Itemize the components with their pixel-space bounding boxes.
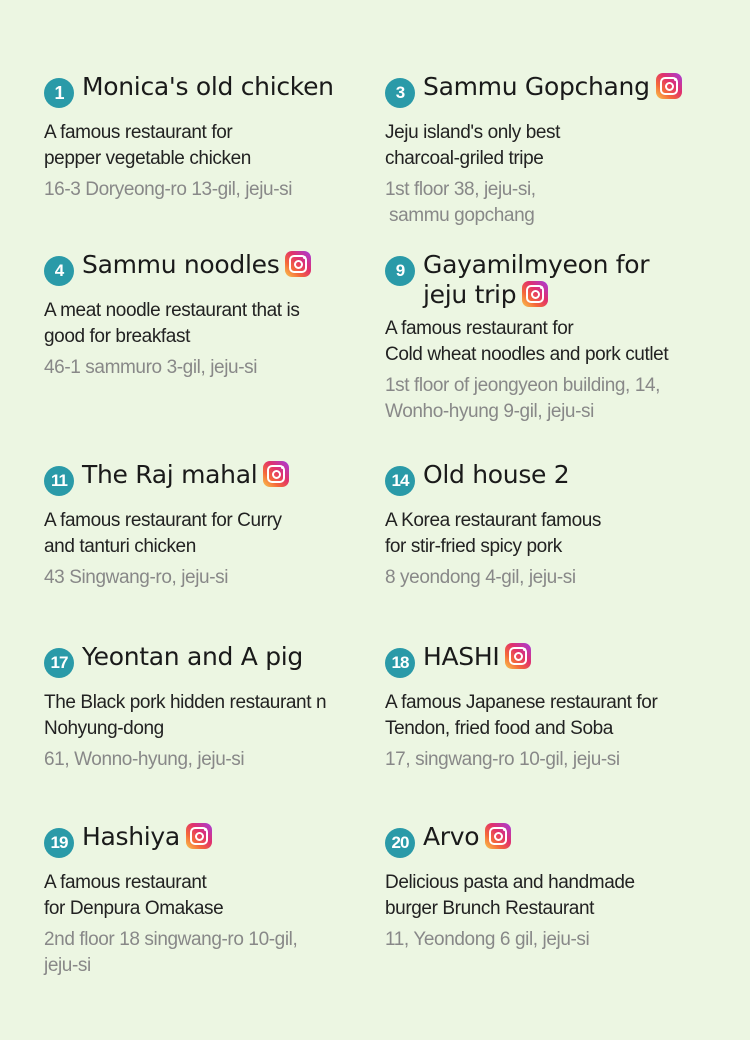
description-line: A famous restaurant for xyxy=(44,122,233,143)
restaurant-address xyxy=(385,177,725,229)
restaurant-description xyxy=(44,870,384,922)
description-line: for Denpura Omakase xyxy=(44,898,224,919)
instagram-icon[interactable] xyxy=(656,73,682,99)
number-badge: 3 xyxy=(385,78,415,108)
restaurant-name xyxy=(423,822,511,852)
entry-heading xyxy=(44,460,384,496)
entry-heading xyxy=(44,250,384,286)
number-badge: 19 xyxy=(44,828,74,858)
description-line: Nohyung-dong xyxy=(44,718,164,739)
instagram-icon[interactable] xyxy=(263,461,289,487)
restaurant-description xyxy=(44,690,384,742)
address-line: 2nd floor 18 singwang-ro 10-gil, xyxy=(44,929,298,950)
address-line: 8 yeondong 4-gil, jeju-si xyxy=(385,567,576,588)
restaurant-entry-9 xyxy=(385,250,735,425)
restaurant-description xyxy=(44,120,384,172)
description-line: A famous restaurant for xyxy=(385,318,574,339)
address-line: Wonho-hyung 9-gil, jeju-si xyxy=(385,401,594,422)
address-line: 17, singwang-ro 10-gil, jeju-si xyxy=(385,749,620,770)
description-line: The Black pork hidden restaurant n xyxy=(44,692,327,713)
address-line: 61, Wonno-hyung, jeju-si xyxy=(44,749,245,770)
instagram-icon[interactable] xyxy=(505,643,531,669)
restaurant-description xyxy=(385,690,725,742)
description-line: good for breakfast xyxy=(44,326,190,347)
restaurant-name xyxy=(82,460,289,490)
description-line: A Korea restaurant famous xyxy=(385,510,602,531)
restaurant-description xyxy=(385,316,735,368)
restaurant-entry-1 xyxy=(44,72,384,203)
number-badge: 9 xyxy=(385,256,415,286)
restaurant-entry-3 xyxy=(385,72,725,229)
restaurant-name-text: jeju trip xyxy=(423,280,517,309)
restaurant-name-text: Sammu Gopchang xyxy=(423,72,650,101)
entry-heading xyxy=(385,460,725,496)
instagram-icon[interactable] xyxy=(285,251,311,277)
description-line: Delicious pasta and handmade xyxy=(385,872,635,893)
restaurant-name-text: Hashiya xyxy=(82,822,180,851)
number-badge: 18 xyxy=(385,648,415,678)
number-badge: 17 xyxy=(44,648,74,678)
restaurant-entry-4 xyxy=(44,250,384,381)
description-line: Cold wheat noodles and pork cutlet xyxy=(385,344,669,365)
restaurant-name-text: HASHI xyxy=(423,642,500,671)
address-line: 43 Singwang-ro, jeju-si xyxy=(44,567,229,588)
restaurant-entry-11 xyxy=(44,460,384,591)
entry-heading xyxy=(44,642,384,678)
restaurant-entry-14 xyxy=(385,460,725,591)
restaurant-description xyxy=(385,508,725,560)
instagram-icon[interactable] xyxy=(485,823,511,849)
restaurant-address xyxy=(44,927,384,979)
address-line: sammu gopchang xyxy=(389,205,535,226)
restaurant-name-text: Gayamilmyeon for xyxy=(423,250,650,279)
restaurant-description xyxy=(385,120,725,172)
restaurant-entry-17 xyxy=(44,642,384,773)
entry-heading xyxy=(385,250,735,310)
restaurant-entry-18 xyxy=(385,642,725,773)
number-badge: 4 xyxy=(44,256,74,286)
description-line: A famous restaurant xyxy=(44,872,207,893)
restaurant-entry-19 xyxy=(44,822,384,979)
restaurant-description xyxy=(385,870,725,922)
restaurant-address xyxy=(385,747,725,773)
restaurant-address xyxy=(385,927,725,953)
entry-heading xyxy=(44,72,384,108)
restaurant-name-text: Sammu noodles xyxy=(82,250,280,279)
restaurant-name: Monica's old chicken xyxy=(82,72,334,101)
restaurant-name-text: Arvo xyxy=(423,822,480,851)
instagram-icon[interactable] xyxy=(522,281,548,307)
address-line: 16-3 Doryeong-ro 13-gil, jeju-si xyxy=(44,179,293,200)
address-line: 46-1 sammuro 3-gil, jeju-si xyxy=(44,357,258,378)
address-line: jeju-si xyxy=(44,955,91,976)
description-line: burger Brunch Restaurant xyxy=(385,898,595,919)
restaurant-name xyxy=(82,822,212,852)
description-line: charcoal-griled tripe xyxy=(385,148,544,169)
description-line: A meat noodle restaurant that is xyxy=(44,300,300,321)
description-line: Jeju island's only best xyxy=(385,122,561,143)
restaurant-description xyxy=(44,298,384,350)
restaurant-name: Old house 2 xyxy=(423,460,570,489)
number-badge: 14 xyxy=(385,466,415,496)
restaurant-name: Yeontan and A pig xyxy=(82,642,303,671)
restaurant-entry-20 xyxy=(385,822,725,953)
restaurant-description xyxy=(44,508,384,560)
description-line: A famous Japanese restaurant for xyxy=(385,692,658,713)
restaurant-name xyxy=(423,250,649,310)
restaurant-name xyxy=(423,642,531,672)
number-badge: 11 xyxy=(44,466,74,496)
address-line: 1st floor 38, jeju-si, xyxy=(385,179,536,200)
restaurant-address xyxy=(44,355,384,381)
restaurant-name xyxy=(82,250,311,280)
description-line: A famous restaurant for Curry xyxy=(44,510,282,531)
restaurant-name-text: The Raj mahal xyxy=(82,460,258,489)
entry-heading xyxy=(44,822,384,858)
restaurant-address xyxy=(44,177,384,203)
number-badge: 1 xyxy=(44,78,74,108)
description-line: Tendon, fried food and Soba xyxy=(385,718,613,739)
restaurant-address xyxy=(385,373,735,425)
instagram-icon[interactable] xyxy=(186,823,212,849)
restaurant-address xyxy=(385,565,725,591)
description-line: and tanturi chicken xyxy=(44,536,196,557)
description-line: for stir-fried spicy pork xyxy=(385,536,562,557)
number-badge: 20 xyxy=(385,828,415,858)
entry-heading xyxy=(385,822,725,858)
address-line: 1st floor of jeongyeon building, 14, xyxy=(385,375,661,396)
address-line: 11, Yeondong 6 gil, jeju-si xyxy=(385,929,590,950)
entry-heading xyxy=(385,642,725,678)
restaurant-address xyxy=(44,565,384,591)
description-line: pepper vegetable chicken xyxy=(44,148,251,169)
restaurant-address xyxy=(44,747,384,773)
restaurant-name xyxy=(423,72,682,102)
entry-heading xyxy=(385,72,725,108)
